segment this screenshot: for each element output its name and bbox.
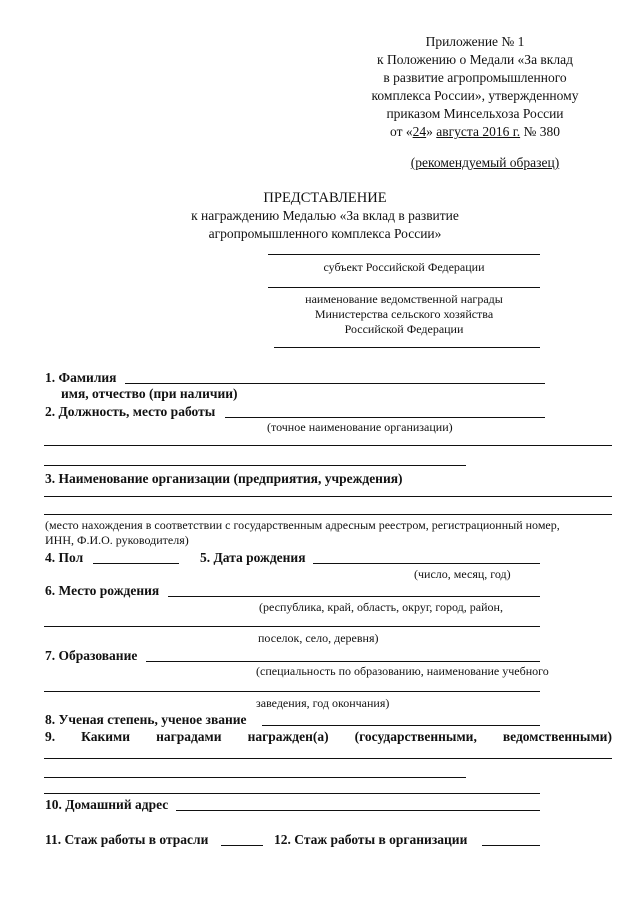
- field-organization-label: 3. Наименование организации (предприятия, учреждения): [45, 471, 403, 486]
- order-date-prefix: от «: [390, 124, 413, 139]
- field-surname-label: 1. Фамилия: [45, 370, 117, 385]
- field-awards-label: [45, 729, 612, 745]
- order-number: № 380: [520, 124, 560, 139]
- appendix-line: в развитие агропромышленного: [383, 70, 567, 85]
- organization-caption: ИНН, Ф.И.О. руководителя): [45, 533, 189, 547]
- sample-note: (рекомендуемый образец): [410, 155, 560, 170]
- organization-caption: (место нахождения в соответствии с государственным адресным реестром, регистрационный номер,: [45, 518, 560, 532]
- education-caption: (специальность по образованию, наименование учебного: [256, 664, 549, 678]
- birthdate-input-line[interactable]: [313, 563, 540, 564]
- birthplace-input-line[interactable]: [168, 596, 540, 597]
- awards-label-word: 9.: [45, 729, 56, 744]
- birthplace-input-line-2[interactable]: [44, 626, 540, 627]
- awards-label-word: Какими: [81, 729, 131, 744]
- education-caption: заведения, год окончания): [256, 696, 390, 710]
- address-input-line[interactable]: [176, 810, 540, 811]
- award-input-line[interactable]: [268, 287, 540, 288]
- position-input-line-2[interactable]: [44, 445, 612, 446]
- title-heading: ПРЕДСТАВЛЕНИЕ: [263, 190, 387, 206]
- organization-input-line[interactable]: [44, 496, 612, 497]
- birthplace-caption: поселок, село, деревня): [258, 631, 379, 645]
- order-month: августа 2016 г.: [436, 124, 521, 139]
- order-day: 24: [412, 124, 427, 139]
- awards-label-word: (государственными,: [354, 729, 477, 744]
- organization-input-line-2[interactable]: [44, 514, 612, 515]
- position-input-line-3[interactable]: [44, 465, 466, 466]
- awards-input-line-2[interactable]: [44, 777, 466, 778]
- awards-label-word: наградами: [156, 729, 222, 744]
- field-name-sub-label: имя, отчество (при наличии): [61, 386, 238, 401]
- field-industry-experience-label: 11. Стаж работы в отрасли: [45, 832, 209, 847]
- field-org-experience-label: 12. Стаж работы в организации: [274, 832, 468, 847]
- education-input-line[interactable]: [146, 661, 540, 662]
- appendix-line: приказом Минсельхоза России: [386, 106, 564, 121]
- award-caption: наименование ведомственной награды: [305, 292, 503, 306]
- birthplace-caption: (республика, край, область, округ, город, район,: [259, 600, 503, 614]
- surname-input-line[interactable]: [125, 383, 545, 384]
- field-birthplace-label: 6. Место рождения: [45, 583, 160, 598]
- degree-input-line[interactable]: [262, 725, 540, 726]
- order-date-mid: »: [426, 124, 437, 139]
- field-position-label: 2. Должность, место работы: [45, 404, 216, 419]
- awards-label-word: награжден(а): [247, 729, 329, 744]
- subject-input-line[interactable]: [268, 254, 540, 255]
- appendix-number: Приложение № 1: [425, 34, 525, 49]
- title-line: к награждению Медалью «За вклад в развитие: [191, 208, 459, 223]
- field-sex-label: 4. Пол: [45, 550, 84, 565]
- sex-input-line[interactable]: [93, 563, 179, 564]
- award-extra-line[interactable]: [274, 347, 540, 348]
- field-address-label: 10. Домашний адрес: [45, 797, 169, 812]
- appendix-line: к Положению о Медали «За вклад: [377, 52, 573, 67]
- appendix-line: комплекса России», утвержденному: [371, 88, 579, 103]
- title-line: агропромышленного комплекса России»: [208, 226, 442, 241]
- position-input-line[interactable]: [225, 417, 545, 418]
- awards-input-line[interactable]: [44, 758, 612, 759]
- awards-label-word: ведомственными): [502, 729, 612, 744]
- field-degree-label: 8. Ученая степень, ученое звание: [45, 712, 247, 727]
- address-top-line[interactable]: [44, 793, 540, 794]
- org-experience-input-line[interactable]: [482, 845, 540, 846]
- industry-experience-input-line[interactable]: [221, 845, 263, 846]
- award-caption: Российской Федерации: [344, 322, 464, 336]
- subject-caption: субъект Российской Федерации: [323, 260, 485, 274]
- birthdate-caption: (число, месяц, год): [414, 567, 511, 581]
- field-education-label: 7. Образование: [45, 648, 138, 663]
- education-input-line-2[interactable]: [44, 691, 540, 692]
- position-caption: (точное наименование организации): [267, 420, 453, 434]
- appendix-order-date: [360, 124, 590, 140]
- field-birthdate-label: 5. Дата рождения: [200, 550, 306, 565]
- award-caption: Министерства сельского хозяйства: [314, 307, 494, 321]
